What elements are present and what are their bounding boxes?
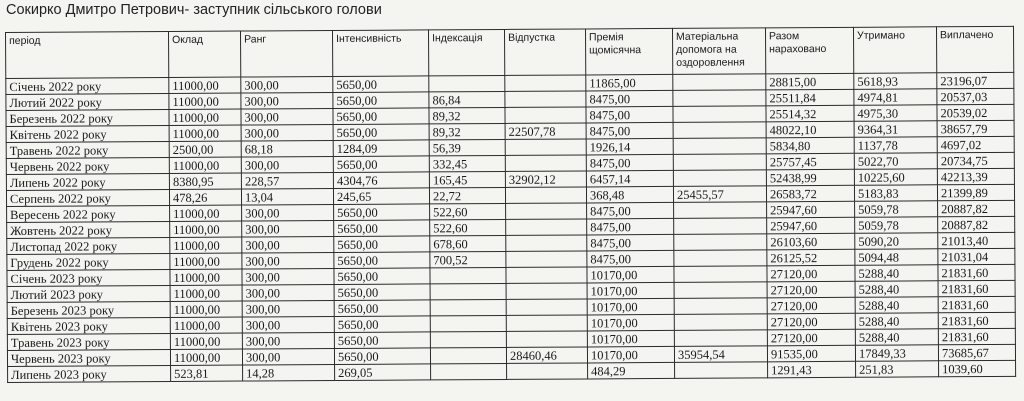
value-cell: 21831,60 [938,312,1015,328]
period-cell: Квітень 2023 року [7,317,170,334]
value-cell: 17849,33 [855,345,938,362]
value-cell: 11000,00 [170,285,242,301]
value-cell [505,187,586,203]
value-cell [506,203,587,219]
value-cell [506,299,587,315]
value-cell: 11000,00 [170,221,242,237]
value-cell [430,331,506,347]
value-cell: 21831,60 [938,328,1015,344]
value-cell: 269,05 [335,364,431,381]
value-cell: 25514,32 [766,105,854,122]
value-cell [674,234,767,251]
value-cell: 5059,78 [855,201,938,218]
value-cell: 8475,00 [587,250,674,267]
value-cell: 21031,04 [938,248,1015,264]
value-cell: 11000,00 [170,317,242,333]
value-cell [505,107,586,123]
value-cell: 25947,60 [767,201,855,218]
column-header: Утримано [853,27,936,74]
value-cell: 8475,00 [587,218,674,235]
value-cell: 300,00 [242,332,334,349]
value-cell: 38657,79 [937,120,1014,136]
value-cell: 13,04 [241,188,333,205]
period-cell: Вересень 2022 року [7,205,170,222]
value-cell: 89,32 [429,107,505,123]
value-cell: 245,65 [333,188,429,205]
period-cell: Липень 2022 року [6,173,169,190]
value-cell: 8475,00 [586,154,673,171]
value-cell: 6457,14 [586,170,673,187]
value-cell: 42213,39 [937,168,1014,184]
value-cell: 5288,40 [855,265,938,282]
value-cell [506,331,587,347]
period-cell: Березень 2022 року [6,109,169,126]
value-cell: 26125,52 [767,249,855,266]
value-cell: 700,52 [430,251,506,267]
value-cell [430,283,506,299]
value-cell: 522,60 [430,203,506,219]
value-cell: 21831,60 [938,280,1015,296]
period-cell: Лютий 2022 року [6,94,169,111]
period-cell: Жовтень 2022 року [7,221,170,238]
value-cell: 5650,00 [334,236,430,253]
value-cell: 14,28 [243,364,335,381]
value-cell: 10225,60 [854,169,937,186]
value-cell: 484,29 [588,362,675,379]
value-cell: 5090,20 [855,233,938,250]
column-header: період [6,32,169,79]
period-cell: Липень 2023 року [8,365,171,382]
value-cell: 52438,99 [766,169,854,186]
value-cell: 11000,00 [170,301,242,317]
value-cell: 32902,12 [505,171,586,187]
value-cell: 10170,00 [587,314,674,331]
value-cell [431,363,507,379]
value-cell [674,298,767,315]
value-cell [674,266,767,283]
value-cell: 10170,00 [587,298,674,315]
value-cell: 91535,00 [767,345,855,362]
value-cell [674,282,767,299]
value-cell: 5834,80 [766,137,854,154]
value-cell: 300,00 [242,268,334,285]
value-cell: 8475,00 [586,122,673,139]
value-cell [674,250,767,267]
value-cell: 48022,10 [766,121,854,138]
value-cell: 11000,00 [170,205,242,221]
value-cell: 5650,00 [334,204,430,221]
value-cell: 5094,48 [855,249,938,266]
value-cell: 25947,60 [767,217,855,234]
value-cell: 5288,40 [855,281,938,298]
value-cell [506,235,587,251]
value-cell [674,218,767,235]
value-cell [429,75,505,91]
value-cell [506,267,587,283]
value-cell: 11000,00 [169,77,241,93]
value-cell: 522,60 [430,219,506,235]
value-cell: 1926,14 [586,138,673,155]
value-cell [430,299,506,315]
value-cell: 35954,54 [674,346,767,363]
value-cell [430,315,506,331]
value-cell [673,138,766,155]
value-cell [673,154,766,171]
value-cell: 10170,00 [587,282,674,299]
value-cell: 11000,00 [170,237,242,253]
value-cell [675,362,768,379]
value-cell: 11000,00 [170,333,242,349]
value-cell: 27120,00 [767,265,855,282]
value-cell: 5288,40 [855,329,938,346]
value-cell [673,106,766,123]
value-cell: 21399,89 [937,184,1014,200]
value-cell [674,314,767,331]
value-cell: 73685,67 [938,344,1015,360]
column-header: Оклад [169,31,241,77]
value-cell: 523,81 [171,365,243,381]
period-cell: Листопад 2022 року [7,237,170,254]
value-cell: 10170,00 [587,346,674,363]
value-cell: 165,45 [429,171,505,187]
value-cell: 20887,82 [938,200,1015,216]
value-cell: 300,00 [241,92,333,109]
value-cell: 27120,00 [767,329,855,346]
value-cell: 11865,00 [586,74,673,91]
value-cell: 5650,00 [334,332,430,349]
value-cell [506,315,587,331]
value-cell: 300,00 [242,348,334,365]
value-cell: 20537,03 [937,88,1014,104]
value-cell: 4304,76 [333,172,429,189]
value-cell: 5183,83 [854,185,937,202]
value-cell: 28460,46 [506,347,587,363]
column-header: Інтенсивність [332,30,428,77]
value-cell: 1137,78 [854,137,937,154]
value-cell: 26583,72 [766,185,854,202]
value-cell: 332,45 [429,155,505,171]
value-cell: 5618,93 [854,73,937,90]
column-header: Разом нараховано [765,27,853,74]
period-cell: Травень 2022 року [6,141,169,158]
value-cell: 5650,00 [334,300,430,317]
value-cell: 11000,00 [169,157,241,173]
value-cell: 5650,00 [334,268,430,285]
value-cell [507,363,588,379]
value-cell: 678,60 [430,235,506,251]
value-cell: 21831,60 [938,264,1015,280]
value-cell: 300,00 [242,236,334,253]
value-cell [430,267,506,283]
value-cell: 228,57 [241,172,333,189]
value-cell [674,202,767,219]
value-cell: 4974,81 [854,89,937,106]
value-cell: 8475,00 [586,106,673,123]
value-cell: 11000,00 [169,125,241,141]
value-cell: 20887,82 [938,216,1015,232]
value-cell: 300,00 [242,300,334,317]
value-cell [673,74,766,91]
value-cell [673,170,766,187]
value-cell: 8475,00 [587,202,674,219]
salary-table [5,26,1016,383]
value-cell: 25455,57 [673,186,766,203]
value-cell [505,155,586,171]
value-cell: 27120,00 [767,297,855,314]
period-cell: Грудень 2022 року [7,253,170,270]
value-cell: 300,00 [242,204,334,221]
value-cell [506,219,587,235]
value-cell [506,251,587,267]
value-cell: 5650,00 [334,316,430,333]
value-cell: 8475,00 [587,234,674,251]
value-cell [674,330,767,347]
value-cell: 5650,00 [333,108,429,125]
value-cell: 5650,00 [333,124,429,141]
value-cell [505,139,586,155]
value-cell: 27120,00 [767,281,855,298]
value-cell: 300,00 [241,108,333,125]
value-cell: 22,72 [429,187,505,203]
value-cell: 89,32 [429,123,505,139]
value-cell: 11000,00 [169,109,241,125]
value-cell: 10170,00 [587,330,674,347]
value-cell: 22507,78 [505,123,586,139]
value-cell: 4697,02 [937,136,1014,152]
period-cell: Травень 2023 року [7,333,170,350]
period-cell: Квітень 2022 року [6,125,169,142]
column-header: Ранг [240,30,332,77]
value-cell: 300,00 [241,156,333,173]
value-cell: 5288,40 [855,313,938,330]
value-cell: 5650,00 [334,252,430,269]
period-cell: Серпень 2022 року [6,189,169,206]
value-cell: 5288,40 [855,297,938,314]
period-cell: Лютий 2023 року [7,285,170,302]
value-cell [673,90,766,107]
value-cell: 5650,00 [333,156,429,173]
value-cell [505,91,586,107]
value-cell: 28815,00 [766,73,854,90]
value-cell: 300,00 [241,124,333,141]
column-header: Премія щомісячна [585,28,672,75]
value-cell [673,122,766,139]
value-cell: 20539,02 [937,104,1014,120]
value-cell: 300,00 [242,252,334,269]
value-cell: 5650,00 [333,76,429,93]
value-cell: 5650,00 [334,284,430,301]
period-cell: Червень 2022 року [6,157,169,174]
value-cell: 26103,60 [767,233,855,250]
period-cell: Березень 2023 року [7,301,170,318]
value-cell: 11000,00 [170,349,242,365]
value-cell: 11000,00 [170,269,242,285]
value-cell: 478,26 [169,189,241,205]
value-cell: 25757,45 [766,153,854,170]
value-cell: 21013,40 [938,232,1015,248]
value-cell: 9364,31 [854,121,937,138]
value-cell: 20734,75 [937,152,1014,168]
value-cell: 11000,00 [170,253,242,269]
value-cell: 25511,84 [766,89,854,106]
value-cell: 4975,30 [854,105,937,122]
value-cell: 68,18 [241,140,333,157]
column-header: Виплачено [936,26,1013,72]
value-cell: 300,00 [242,316,334,333]
value-cell: 1291,43 [768,361,856,378]
value-cell [505,75,586,91]
value-cell: 56,39 [429,139,505,155]
value-cell: 10170,00 [587,266,674,283]
value-cell: 5022,70 [854,153,937,170]
value-cell: 8380,95 [169,173,241,189]
value-cell: 1039,60 [939,360,1016,376]
period-cell: Червень 2023 року [7,349,170,366]
value-cell: 2500,00 [169,141,241,157]
value-cell: 23196,07 [937,72,1014,88]
value-cell [506,283,587,299]
period-cell: Січень 2023 року [7,269,170,286]
value-cell: 1284,09 [333,140,429,157]
table-header-row [6,26,1014,78]
value-cell: 300,00 [241,76,333,93]
value-cell: 5650,00 [334,220,430,237]
value-cell: 5650,00 [334,348,430,365]
value-cell [430,347,506,363]
value-cell: 27120,00 [767,313,855,330]
value-cell: 251,83 [856,361,939,378]
value-cell: 5059,78 [855,217,938,234]
value-cell: 5650,00 [333,92,429,109]
value-cell: 300,00 [242,284,334,301]
value-cell: 300,00 [242,220,334,237]
period-cell: Січень 2022 року [6,78,169,95]
column-header: Матеріальна допомога на оздоровлення [672,28,765,75]
value-cell: 21831,60 [938,296,1015,312]
column-header: Індексація [428,29,504,75]
value-cell: 368,48 [586,186,673,203]
value-cell: 11000,00 [169,93,241,109]
value-cell: 8475,00 [586,90,673,107]
value-cell: 86,84 [429,91,505,107]
column-header: Відпустка [504,29,585,75]
page-title: Сокирко Дмитро Петрович- заступник сільського голови [6,2,382,18]
